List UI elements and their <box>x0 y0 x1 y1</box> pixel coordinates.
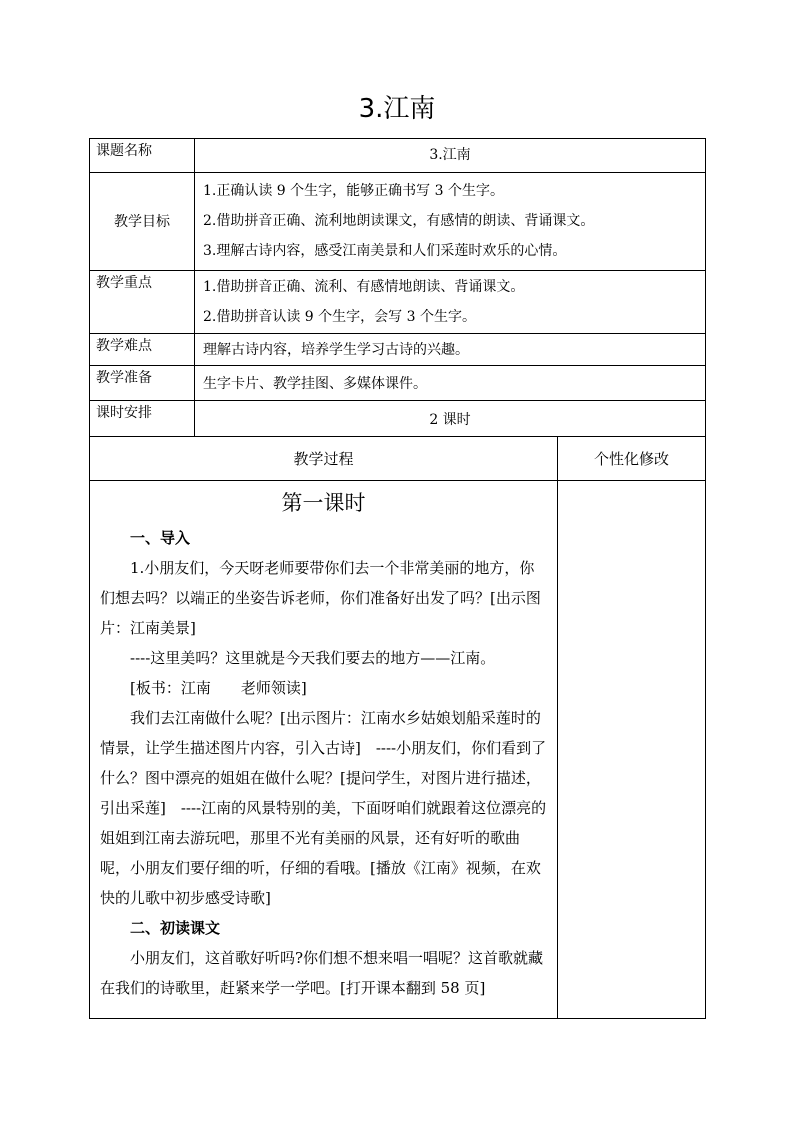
key-item-1: 1.借助拼音正确、流利、有感情地朗读、背诵课文。 <box>203 279 525 295</box>
lesson-title: 第一课时 <box>281 491 366 515</box>
paragraph-1: 1.小朋友们，今天呀老师要带你们去一个非常美丽的地方，你们想去吗？以端正的坐姿告诉老师，你们准备好出发了吗？[出示图片：江南美景] <box>100 559 541 637</box>
topic-label: 课题名称 <box>96 143 152 159</box>
paragraph-4: 我们去江南做什么呢？[出示图片：江南水乡姑娘划船采莲时的情景，让学生描述图片内容，引入古诗] ----小朋友们，你们看到了什么？图中漂亮的姐姐在做什么呢？[提问学生，对图片进行描述，引出采莲] ----江南的风景特别的美，下面呀咱们就跟着这位漂亮的姐姐到江南去游玩吧，那里不光有美丽的风景，还有好听的歌曲呢，小朋友们要仔细的听，仔细的看哦。[播放《江南》视频，在欢快的儿歌中初步感受诗歌] <box>100 709 547 907</box>
lesson-plan-table <box>89 138 706 1019</box>
revision-cell <box>558 481 706 1019</box>
page-title: 3.江南 <box>358 94 436 124</box>
goal-item-3: 3.理解古诗内容，感受江南美景和人们采莲时欢乐的心情。 <box>203 243 567 259</box>
paragraph-3: [板书：江南 老师领读] <box>130 679 307 697</box>
section-reading-heading: 二、初读课文 <box>130 919 221 937</box>
section-intro-heading: 一、导入 <box>130 529 191 547</box>
row-key <box>90 271 706 334</box>
row-prep <box>90 366 706 401</box>
goals-label: 教学目标 <box>114 213 170 230</box>
difficulty-value: 理解古诗内容，培养学生学习古诗的兴趣。 <box>203 342 469 358</box>
paragraph-2: ----这里美吗？这里就是今天我们要去的地方——江南。 <box>130 649 496 667</box>
goal-item-1: 1.正确认读 9 个生字，能够正确书写 3 个生字。 <box>203 183 504 199</box>
key-item-2: 2.借助拼音认读 9 个生字，会写 3 个生字。 <box>203 309 476 325</box>
schedule-label: 课时安排 <box>96 405 152 421</box>
row-process-body <box>90 481 706 1019</box>
row-goals <box>90 173 706 271</box>
goal-item-2: 2.借助拼音正确、流利地朗读课文，有感情的朗读、背诵课文。 <box>203 213 595 229</box>
row-schedule <box>90 401 706 437</box>
revision-header: 个性化修改 <box>594 449 670 468</box>
difficulty-label: 教学难点 <box>96 338 152 354</box>
process-header: 教学过程 <box>293 449 354 468</box>
topic-value: 3.江南 <box>429 147 471 163</box>
row-difficulty <box>90 334 706 366</box>
row-topic <box>90 139 706 173</box>
prep-label: 教学准备 <box>96 370 152 386</box>
schedule-value: 2 课时 <box>429 412 471 428</box>
key-label: 教学重点 <box>96 275 152 291</box>
prep-value: 生字卡片、教学挂图、多媒体课件。 <box>203 376 427 392</box>
row-process-header <box>90 437 706 481</box>
paragraph-5: 小朋友们，这首歌好听吗?你们想不想来唱一唱呢？这首歌就藏在我们的诗歌里，赶紧来学一学吧。[打开课本翻到 58 页] <box>100 949 544 997</box>
